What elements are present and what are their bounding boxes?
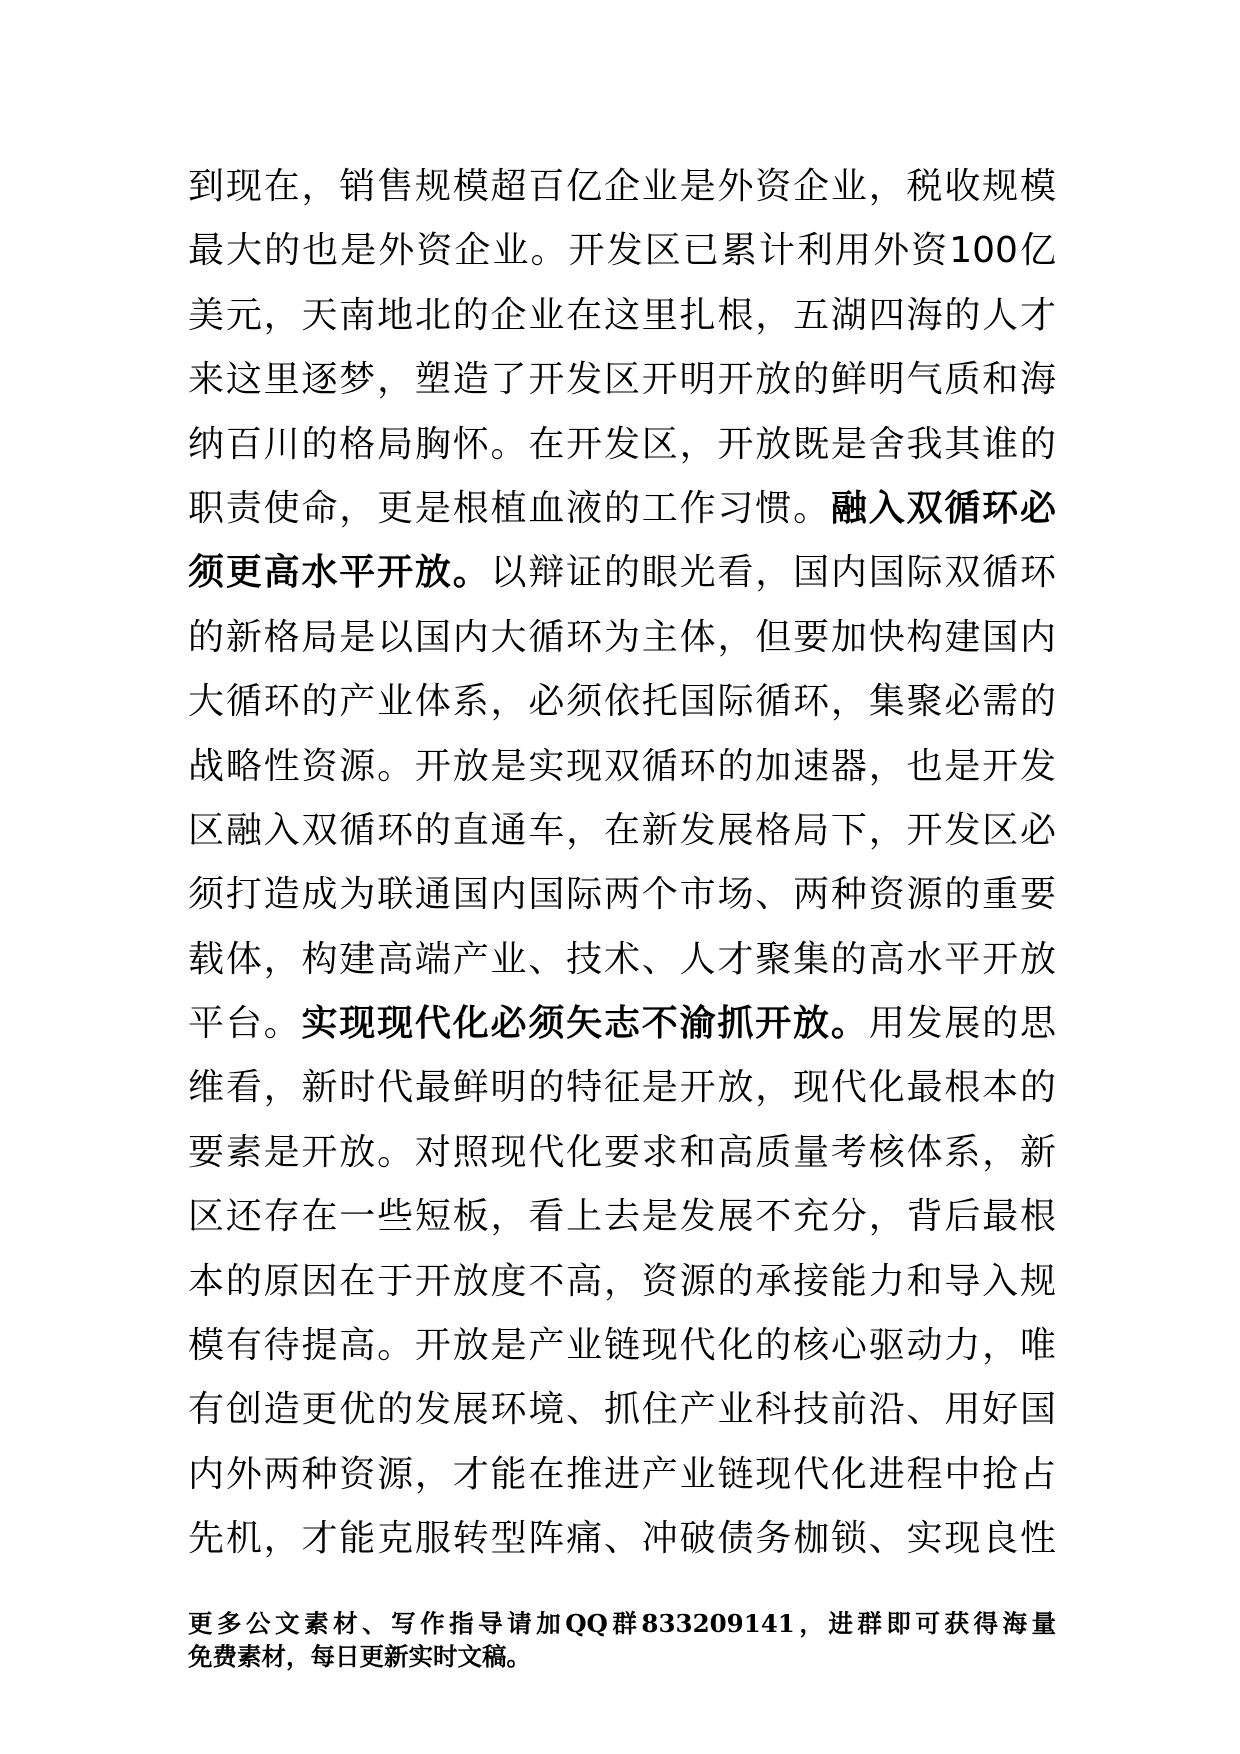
text-line-2: 最大的也是外资企业。开发区已累计利用外资100亿 [188, 230, 1056, 272]
text-line-19: 模有待提高。开放是产业链现代化的核心驱动力，唯 [188, 1325, 1056, 1367]
text-line-21: 内外两种资源，才能在推进产业链现代化进程中抢占 [188, 1453, 1056, 1495]
text-line-12: 须打造成为联通国内国际两个市场、两种资源的重要 [188, 874, 1056, 916]
footer-line-1: 更多公文素材、写作指导请加QQ群833209141，进群即可获得海量 [188, 1609, 1056, 1638]
text-line-5: 纳百川的格局胸怀。在开发区，开放既是舍我其谁的 [188, 423, 1056, 465]
text-line-7 [188, 541, 1056, 605]
text-line-22: 先机，才能克服转型阵痛、冲破债务枷锁、实现良性 [188, 1518, 1056, 1560]
footer-promo-note [188, 1607, 1056, 1673]
text-line-17: 区还存在一些短板，看上去是发展不充分，背后最根 [188, 1196, 1056, 1238]
text-line-3: 美元，天南地北的企业在这里扎根，五湖四海的人才 [188, 294, 1056, 336]
text-segment: 以辩证的眼光看，国内国际双循环 [490, 552, 1056, 594]
footer-line-2: 免费素材，每日更新实时文稿。 [188, 1642, 531, 1671]
text-segment: 职责使命，更是根植血液的工作习惯。 [188, 487, 831, 529]
text-line-14 [188, 992, 1056, 1056]
body-paragraph [188, 155, 1056, 1572]
text-line-20: 有创造更优的发展环境、抓住产业科技前沿、用好国 [188, 1389, 1056, 1431]
text-segment: 用发展的思 [868, 1003, 1056, 1045]
text-segment: 平台。 [188, 1003, 302, 1045]
bold-heading-text: 融入双循环必 [830, 487, 1056, 529]
text-line-4: 来这里逐梦，塑造了开发区开明开放的鲜明气质和海 [188, 359, 1056, 401]
text-line-8: 的新格局是以国内大循环为主体，但要加快构建国内 [188, 616, 1056, 658]
text-line-16: 要素是开放。对照现代化要求和高质量考核体系，新 [188, 1131, 1056, 1173]
text-line-13: 载体，构建高端产业、技术、人才聚集的高水平开放 [188, 938, 1056, 980]
text-line-10: 战略性资源。开放是实现双循环的加速器，也是开发 [188, 745, 1056, 787]
text-line-1: 到现在，销售规模超百亿企业是外资企业，税收规模 [188, 166, 1056, 207]
text-line-9: 大循环的产业体系，必须依托国际循环，集聚必需的 [188, 681, 1056, 723]
bold-heading-text: 实现现代化必须矢志不渝抓开放。 [301, 1003, 869, 1045]
text-line-6 [188, 477, 1056, 541]
text-line-11: 区融入双循环的直通车，在新发展格局下，开发区必 [188, 809, 1056, 851]
text-line-15: 维看，新时代最鲜明的特征是开放，现代化最根本的 [188, 1067, 1056, 1109]
text-line-18: 本的原因在于开放度不高，资源的承接能力和导入规 [188, 1260, 1056, 1302]
bold-heading-text: 须更高水平开放。 [188, 552, 491, 594]
